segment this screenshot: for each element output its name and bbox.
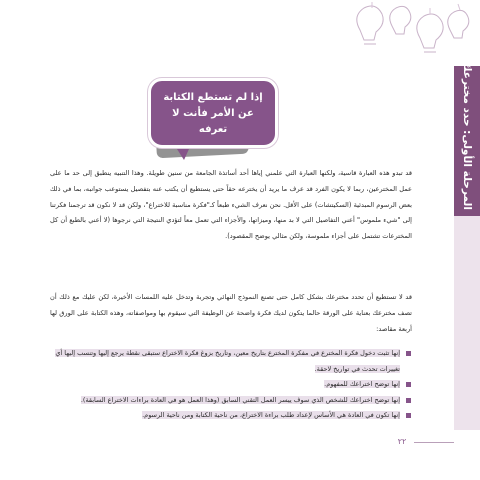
square-bullet-icon	[406, 351, 411, 356]
purpose-list	[50, 346, 412, 424]
square-bullet-icon	[406, 382, 411, 387]
list-item	[50, 346, 412, 377]
list-item	[50, 393, 412, 409]
chapter-title: المرحلة الأولى: حدد مخترعك	[461, 62, 473, 210]
lightbulb-decoration-icon	[0, 0, 480, 70]
list-item	[50, 377, 412, 393]
square-bullet-icon	[406, 413, 411, 418]
page-number: ٢٢	[397, 437, 407, 446]
list-item-text: إنها تثبت دخول فكرة المخترع في مفكرة المخترع بتاريخ معين، وتاريخ بزوغ فكرة الاختراع ستبقى نقطة يرجع إليها وتنسب إليها أي تغييرات تحدث في تواريخ لاحقة.	[55, 349, 400, 373]
quote-text: إذا لم تستطع الكتابة عن الأمر فأنت لا تعرفه	[163, 92, 263, 135]
list-item	[50, 408, 412, 424]
square-bullet-icon	[406, 398, 411, 403]
footer-rule	[414, 442, 454, 443]
list-item-text: إنها تكون في العادة هي الأساس لإعداد طلب براءة الاختراع، من ناحية الكتابة ومن ناحية الرسوم.	[142, 411, 400, 419]
paragraph-2: قد لا تستطيع أن تحدد مخترعك بشكل كامل حتى تصنع النموذج النهائي وتجربة وتدخل عليه اللمسات الأخيرة، لكن عليك مع ذلك أن تصف مخترعك بعناية على الورقة حالما يتكون لديك فكرة واضحة عن الوظيفة التي سيقوم بها ومواصفاته، وهذه الكتابة على الورق لها أربعة مقاصد:	[50, 293, 412, 333]
list-item-text: إنها توضح اختراعك للشخص الذي سوف ييسر العمل التقني السابق (وهذا العمل هو في العادة براءات الاختراع السابقة).	[80, 395, 400, 404]
paragraph-1: قد تبدو هذه العبارة قاسية، ولكنها العبارة التي علمني إياها أحد أساتذة الجامعة من سنين طويلة. وهذا التنبيه ينطبق إلى حد ما على عمل المخترعين، ربما لا يكون الفرد قد عرف ما يريد أن يخترعه حقاً حتى يستطيع أن يكتب عنه بتفصيل يستوعب جوانبه، بما في ذلك بعض الرسوم المبدئية (السكيتشات) على الأقل. نحن نعرف الشيء طبعاً كـ"فكرة مناسبة للاختراع"، ولكن قد لا نكون قد ترجمنا فكرتنا إلى "شيء ملموس" أعني التفاصيل التي لا بد منها، وميزاتها، والأجزاء التي تعمل معاً لتؤدي النتيجة التي نرجوها (لا أعني بالطبع أن كل المخترعات تشتمل على أجزاء ملموسة، ولكن مثالي يوضح المقصود).	[50, 169, 412, 241]
quote-bubble	[148, 78, 278, 148]
list-item-text: إنها توضح اختراعك للمفهوم.	[324, 380, 400, 388]
